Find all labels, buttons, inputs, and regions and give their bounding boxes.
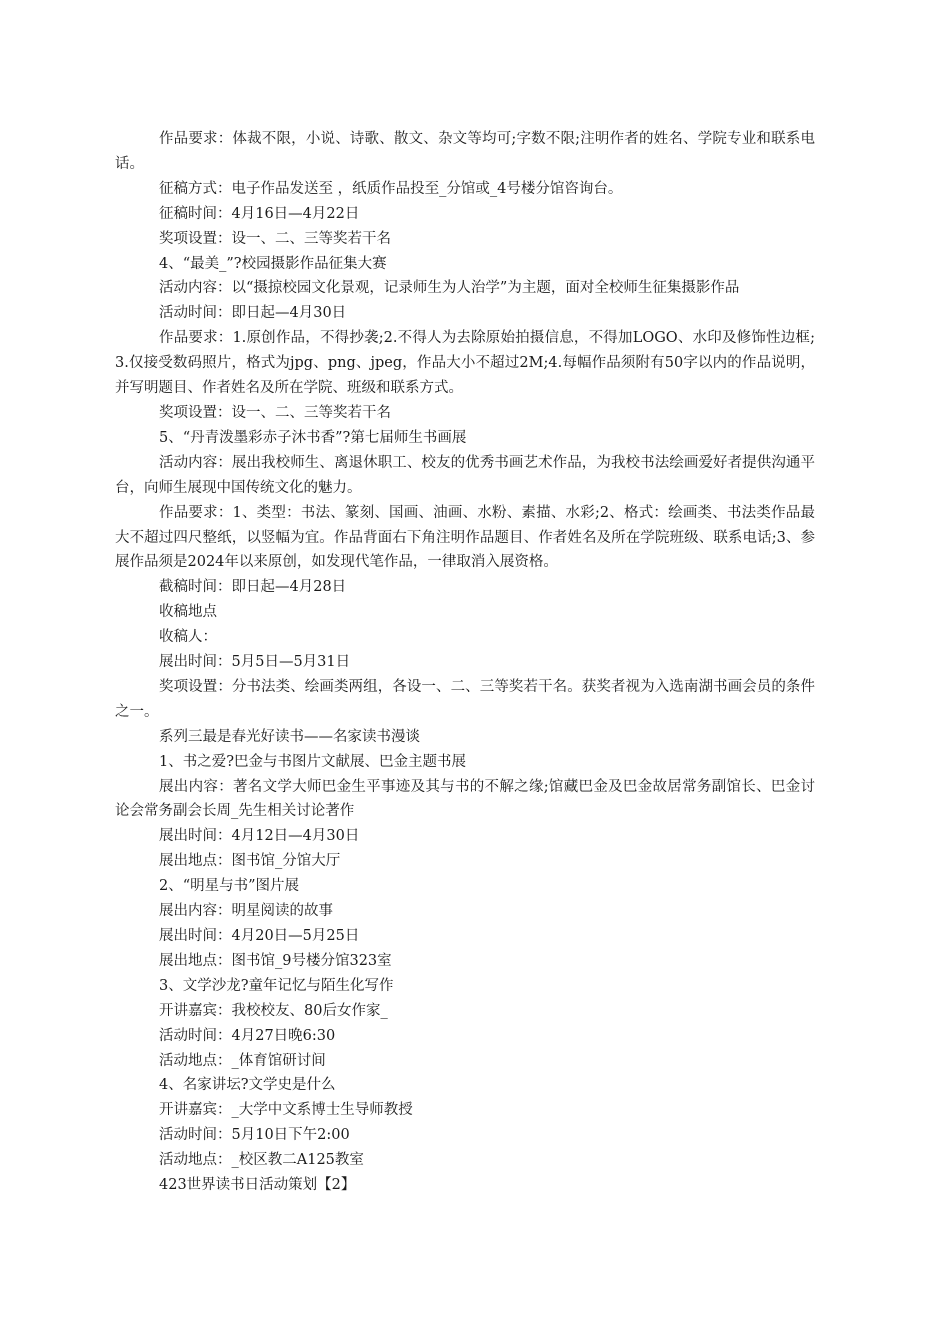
document-title: 423世界读书日活动策划【2】 — [159, 1177, 356, 1194]
paragraph: 展出地点：图书馆_9号楼分馆323室 — [159, 952, 392, 969]
paragraph: 截稿时间：即日起—4月28日 — [159, 579, 347, 596]
paragraph: 活动地点：_体育馆研讨间 — [159, 1052, 326, 1069]
paragraph: 作品要求：1、类型：书法、篆刻、国画、油画、水粉、素描、水彩;2、格式：绘画类、书法类作品最大不超过四尺整纸，以竖幅为宜。作品背面右下角注明作品题目、作者姓名及所在学院班级、联系电话;3、参展作品须是2024年以来原创，如发现代笔作品，一律取消入展资格。 — [115, 504, 815, 571]
paragraph: 活动内容：以“摄掠校园文化景观，记录师生为人治学”为主题，面对全校师生征集摄影作品 — [159, 280, 740, 297]
section-heading: 5、“丹青泼墨彩赤子沐书香”?第七届师生书画展 — [159, 429, 467, 446]
paragraph: 展出时间：5月5日—5月31日 — [159, 654, 351, 671]
paragraph: 奖项设置：设一、二、三等奖若干名 — [159, 404, 391, 421]
paragraph: 展出内容：明星阅读的故事 — [159, 903, 333, 920]
paragraph: 展出内容：著名文学大师巴金生平事迹及其与书的不解之缘;馆藏巴金及巴金故居常务副馆长、巴金讨论会常务副会长周_先生相关讨论著作 — [115, 778, 815, 820]
paragraph: 开讲嘉宾：_大学中文系博士生导师教授 — [159, 1102, 413, 1119]
paragraph: 征稿方式：电子作品发送至 ，纸质作品投至_分馆或_4号楼分馆咨询台。 — [159, 180, 623, 197]
paragraph: 开讲嘉宾：我校校友、80后女作家_ — [159, 1002, 388, 1019]
section-heading: 1、书之爱?巴金与书图片文献展、巴金主题书展 — [159, 753, 466, 770]
series-heading: 系列三最是春光好读书——名家读书漫谈 — [159, 728, 420, 745]
paragraph: 收稿人： — [159, 629, 217, 646]
paragraph: 征稿时间：4月16日—4月22日 — [159, 205, 360, 222]
paragraph: 作品要求：1.原创作品，不得抄袭;2.不得人为去除原始拍摄信息，不得加LOGO、水印及修饰性边框;3.仅接受数码照片，格式为jpg、png、jpeg，作品大小不超过2M;4.每幅作品须附有50字以内的作品说明，并写明题目、作者姓名及所在学院、班级和联系方式。 — [115, 330, 815, 397]
paragraph: 展出地点：图书馆_分馆大厅 — [159, 853, 341, 870]
paragraph: 活动时间：5月10日下午2:00 — [159, 1127, 350, 1144]
section-heading: 2、“明星与书”图片展 — [159, 878, 300, 895]
paragraph: 收稿地点 — [159, 604, 217, 621]
paragraph: 活动内容：展出我校师生、离退休职工、校友的优秀书画艺术作品，为我校书法绘画爱好者提供沟通平台，向师生展现中国传统文化的魅力。 — [115, 454, 815, 496]
section-heading: 4、名家讲坛?文学史是什么 — [159, 1077, 336, 1094]
paragraph: 活动时间：4月27日晚6:30 — [159, 1027, 336, 1044]
paragraph: 奖项设置：分书法类、绘画类两组，各设一、二、三等奖若干名。获奖者视为入选南湖书画会员的条件之一。 — [115, 678, 815, 720]
document-body — [115, 127, 815, 1198]
paragraph: 活动地点：_校区教二A125教室 — [159, 1152, 364, 1169]
section-heading: 4、“最美_”?校园摄影作品征集大赛 — [159, 255, 387, 272]
paragraph: 展出时间：4月20日—5月25日 — [159, 928, 360, 944]
paragraph: 作品要求：体裁不限，小说、诗歌、散文、杂文等均可;字数不限;注明作者的姓名、学院专业和联系电话。 — [115, 131, 815, 172]
section-heading: 3、文学沙龙?童年记忆与陌生化写作 — [159, 977, 394, 994]
paragraph: 奖项设置：设一、二、三等奖若干名 — [159, 230, 391, 247]
paragraph: 活动时间：即日起—4月30日 — [159, 305, 347, 322]
paragraph: 展出时间：4月12日—4月30日 — [159, 828, 360, 845]
